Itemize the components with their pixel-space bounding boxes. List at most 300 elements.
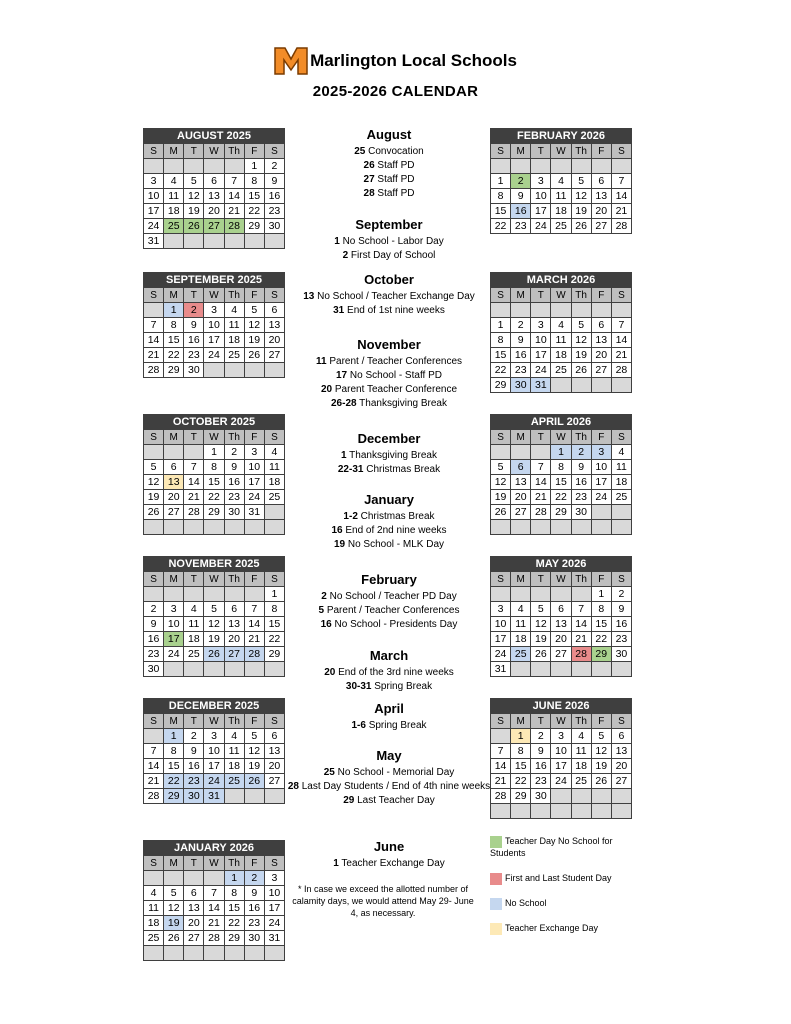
weekday-label: T	[184, 430, 204, 445]
day-cell: 27	[264, 774, 284, 789]
month-calendar	[143, 272, 285, 378]
day-cell	[491, 729, 511, 744]
day-cell: 7	[611, 318, 631, 333]
day-cell: 22	[224, 916, 244, 931]
day-cell: 21	[531, 490, 551, 505]
calendar-month-title: JUNE 2026	[491, 699, 632, 714]
calendar-month-title: MAY 2026	[491, 557, 632, 572]
day-cell: 19	[244, 333, 264, 348]
day-cell: 18	[571, 759, 591, 774]
day-cell: 12	[164, 901, 184, 916]
day-cell	[571, 789, 591, 804]
weekday-label: T	[531, 714, 551, 729]
event-date: 5	[318, 605, 325, 616]
weekday-label: S	[264, 714, 284, 729]
day-cell: 16	[571, 475, 591, 490]
day-cell: 19	[164, 916, 184, 931]
day-cell: 2	[184, 729, 204, 744]
event-description: No School - Staff PD	[347, 370, 442, 381]
weekday-label: Th	[571, 288, 591, 303]
day-cell: 18	[224, 333, 244, 348]
event-item	[286, 249, 492, 263]
event-description: No School - Presidents Day	[331, 619, 458, 630]
event-date: 25	[323, 767, 335, 778]
weekday-label: Th	[571, 144, 591, 159]
weekday-label: F	[244, 144, 264, 159]
day-cell: 9	[224, 460, 244, 475]
event-item	[286, 290, 492, 304]
day-cell: 24	[551, 774, 571, 789]
week-row	[144, 204, 285, 219]
day-cell: 13	[611, 744, 631, 759]
day-cell: 26	[491, 505, 511, 520]
day-cell: 23	[224, 490, 244, 505]
day-cell: 16	[184, 333, 204, 348]
day-cell	[511, 445, 531, 460]
day-cell: 28	[571, 647, 591, 662]
day-cell: 29	[551, 505, 571, 520]
day-cell: 24	[204, 348, 224, 363]
event-month-heading: January	[364, 492, 414, 507]
day-cell: 2	[244, 871, 264, 886]
day-cell: 30	[264, 219, 284, 234]
day-cell: 22	[164, 348, 184, 363]
weekday-label: W	[204, 144, 224, 159]
day-cell: 30	[184, 789, 204, 804]
day-cell: 15	[491, 348, 511, 363]
day-cell: 15	[511, 759, 531, 774]
day-cell	[224, 363, 244, 378]
day-cell: 22	[164, 774, 184, 789]
event-month-block	[286, 648, 492, 694]
weekday-label: T	[184, 144, 204, 159]
day-cell	[511, 520, 531, 535]
day-cell: 16	[511, 204, 531, 219]
day-cell: 9	[571, 460, 591, 475]
weekday-label: Th	[224, 856, 244, 871]
calendar-grid	[490, 272, 632, 393]
day-cell: 5	[204, 602, 224, 617]
day-cell: 31	[244, 505, 264, 520]
weekday-label: Th	[571, 714, 591, 729]
day-cell: 15	[551, 475, 571, 490]
day-cell: 26	[244, 774, 264, 789]
day-cell: 15	[164, 333, 184, 348]
day-cell: 7	[531, 460, 551, 475]
week-row	[144, 159, 285, 174]
day-cell	[204, 946, 224, 961]
day-cell: 7	[571, 602, 591, 617]
day-cell: 7	[184, 460, 204, 475]
weekday-label: S	[491, 572, 511, 587]
day-cell: 10	[204, 744, 224, 759]
weekday-label: T	[531, 572, 551, 587]
day-cell: 2	[264, 159, 284, 174]
day-cell: 10	[531, 189, 551, 204]
week-row	[144, 587, 285, 602]
weekday-label: S	[144, 714, 164, 729]
week-row	[491, 363, 632, 378]
event-description: End of 2nd nine weeks	[342, 525, 447, 536]
day-cell: 23	[531, 774, 551, 789]
day-cell	[204, 159, 224, 174]
day-cell: 28	[611, 363, 631, 378]
day-cell: 29	[164, 363, 184, 378]
day-cell	[204, 587, 224, 602]
day-cell: 23	[244, 916, 264, 931]
day-cell: 17	[144, 204, 164, 219]
day-cell	[224, 159, 244, 174]
week-row	[491, 445, 632, 460]
day-cell: 7	[611, 174, 631, 189]
day-cell: 27	[591, 219, 611, 234]
school-name: Marlington Local Schools	[310, 51, 517, 70]
day-cell	[551, 789, 571, 804]
day-cell: 24	[244, 490, 264, 505]
day-cell: 28	[204, 931, 224, 946]
day-cell: 25	[264, 490, 284, 505]
day-cell: 12	[184, 189, 204, 204]
day-cell	[264, 234, 284, 249]
week-row	[144, 520, 285, 535]
day-cell	[611, 505, 631, 520]
week-row	[491, 460, 632, 475]
week-row	[491, 774, 632, 789]
day-cell: 19	[571, 204, 591, 219]
event-date: 2	[342, 250, 349, 261]
day-cell	[204, 234, 224, 249]
event-date: 31	[333, 305, 345, 316]
weekday-label: W	[204, 572, 224, 587]
day-cell: 20	[164, 490, 184, 505]
day-cell: 21	[184, 490, 204, 505]
weekday-label: W	[551, 714, 571, 729]
page-header	[0, 45, 791, 100]
week-row	[491, 759, 632, 774]
day-cell	[164, 662, 184, 677]
day-cell: 2	[511, 174, 531, 189]
day-cell: 24	[204, 774, 224, 789]
day-cell: 19	[531, 632, 551, 647]
day-cell: 6	[591, 174, 611, 189]
calendar-month-title: SEPTEMBER 2025	[144, 273, 285, 288]
day-cell: 15	[164, 759, 184, 774]
day-cell: 24	[144, 219, 164, 234]
event-month-block	[286, 127, 492, 201]
day-cell: 20	[591, 204, 611, 219]
day-cell: 15	[204, 475, 224, 490]
day-cell: 26	[571, 363, 591, 378]
day-cell	[224, 520, 244, 535]
weekday-label: W	[204, 714, 224, 729]
day-cell	[591, 662, 611, 677]
day-cell	[164, 946, 184, 961]
day-cell: 28	[244, 647, 264, 662]
event-date: 27	[363, 174, 375, 185]
weekday-label: F	[591, 144, 611, 159]
week-row	[491, 159, 632, 174]
day-cell	[511, 303, 531, 318]
day-cell: 5	[571, 318, 591, 333]
calendar-grid	[143, 556, 285, 677]
event-item	[286, 719, 492, 733]
day-cell: 22	[511, 774, 531, 789]
event-description: Spring Break	[371, 681, 433, 692]
day-cell	[244, 789, 264, 804]
day-cell	[204, 662, 224, 677]
day-cell: 30	[511, 378, 531, 393]
event-item	[286, 187, 492, 201]
event-date: 28	[363, 188, 375, 199]
legend-swatch	[490, 923, 502, 935]
event-description: Teacher Exchange Day	[338, 858, 445, 869]
day-cell: 27	[511, 505, 531, 520]
week-row	[491, 174, 632, 189]
event-date: 1	[334, 236, 340, 247]
day-cell: 11	[144, 901, 164, 916]
event-description: Spring Break	[365, 720, 427, 731]
day-cell	[531, 804, 551, 819]
legend-label: First and Last Student Day	[505, 873, 612, 883]
day-cell	[204, 871, 224, 886]
day-cell: 20	[264, 333, 284, 348]
day-cell	[264, 363, 284, 378]
day-cell: 2	[571, 445, 591, 460]
day-cell: 22	[244, 204, 264, 219]
day-cell: 12	[244, 318, 264, 333]
day-cell: 21	[144, 348, 164, 363]
month-calendar	[143, 556, 285, 677]
weekday-label: S	[264, 288, 284, 303]
event-month-heading: April	[374, 701, 404, 716]
day-cell	[184, 662, 204, 677]
weekday-header-row	[491, 572, 632, 587]
day-cell: 10	[591, 460, 611, 475]
day-cell: 13	[184, 901, 204, 916]
day-cell	[591, 789, 611, 804]
week-row	[144, 916, 285, 931]
event-description: No School / Teacher Exchange Day	[314, 291, 475, 302]
event-month-block	[286, 492, 492, 552]
month-calendar	[490, 556, 632, 677]
day-cell	[224, 789, 244, 804]
day-cell: 15	[244, 189, 264, 204]
weekday-label: S	[611, 714, 631, 729]
day-cell: 13	[591, 189, 611, 204]
week-row	[491, 318, 632, 333]
day-cell: 11	[264, 460, 284, 475]
day-cell: 18	[184, 632, 204, 647]
day-cell: 2	[611, 587, 631, 602]
day-cell	[511, 159, 531, 174]
weekday-label: S	[491, 714, 511, 729]
event-item	[286, 449, 492, 463]
day-cell: 29	[164, 789, 184, 804]
day-cell: 26	[164, 931, 184, 946]
event-item	[286, 666, 492, 680]
day-cell: 5	[164, 886, 184, 901]
day-cell: 18	[611, 475, 631, 490]
day-cell: 28	[144, 789, 164, 804]
day-cell	[184, 520, 204, 535]
week-row	[491, 632, 632, 647]
day-cell: 14	[611, 333, 631, 348]
day-cell: 21	[571, 632, 591, 647]
day-cell: 13	[591, 333, 611, 348]
day-cell: 24	[531, 219, 551, 234]
legend-item	[490, 873, 650, 885]
day-cell: 24	[531, 363, 551, 378]
week-row	[144, 729, 285, 744]
day-cell: 23	[184, 774, 204, 789]
week-row	[491, 505, 632, 520]
day-cell: 8	[551, 460, 571, 475]
day-cell: 27	[184, 931, 204, 946]
day-cell	[184, 159, 204, 174]
day-cell: 2	[184, 303, 204, 318]
day-cell: 18	[551, 348, 571, 363]
week-row	[144, 946, 285, 961]
day-cell	[264, 946, 284, 961]
day-cell: 1	[164, 303, 184, 318]
day-cell: 5	[184, 174, 204, 189]
day-cell	[611, 378, 631, 393]
day-cell: 29	[204, 505, 224, 520]
weekday-header-row	[144, 714, 285, 729]
weekday-label: M	[511, 144, 531, 159]
day-cell: 21	[244, 632, 264, 647]
event-item	[286, 355, 492, 369]
day-cell: 25	[511, 647, 531, 662]
day-cell: 16	[611, 617, 631, 632]
day-cell: 9	[184, 744, 204, 759]
day-cell: 11	[224, 744, 244, 759]
day-cell: 8	[491, 333, 511, 348]
day-cell	[571, 378, 591, 393]
event-item	[286, 159, 492, 173]
day-cell: 20	[551, 632, 571, 647]
weekday-header-row	[491, 144, 632, 159]
day-cell	[144, 445, 164, 460]
day-cell: 21	[204, 916, 224, 931]
weekday-label: T	[531, 288, 551, 303]
weekday-label: S	[144, 144, 164, 159]
day-cell: 4	[224, 303, 244, 318]
week-row	[144, 871, 285, 886]
day-cell	[531, 662, 551, 677]
weekday-label: Th	[224, 714, 244, 729]
event-date: 1-6	[351, 720, 366, 731]
event-date: 25	[354, 146, 366, 157]
weekday-label: W	[551, 572, 571, 587]
weekday-label: Th	[571, 430, 591, 445]
day-cell	[531, 587, 551, 602]
legend-swatch	[490, 873, 502, 885]
event-description: First Day of School	[348, 250, 436, 261]
day-cell: 16	[511, 348, 531, 363]
day-cell: 19	[144, 490, 164, 505]
event-item	[286, 590, 492, 604]
day-cell	[244, 587, 264, 602]
day-cell: 9	[144, 617, 164, 632]
week-row	[491, 475, 632, 490]
day-cell: 3	[164, 602, 184, 617]
day-cell: 11	[224, 318, 244, 333]
day-cell: 26	[144, 505, 164, 520]
day-cell: 7	[244, 602, 264, 617]
day-cell: 3	[144, 174, 164, 189]
day-cell: 5	[244, 729, 264, 744]
day-cell: 30	[184, 363, 204, 378]
day-cell	[224, 662, 244, 677]
day-cell: 11	[164, 189, 184, 204]
week-row	[144, 759, 285, 774]
event-date: 19	[333, 539, 346, 550]
calendar-grid	[143, 272, 285, 378]
week-row	[144, 348, 285, 363]
day-cell: 28	[184, 505, 204, 520]
day-cell	[491, 445, 511, 460]
day-cell: 9	[184, 318, 204, 333]
event-month-block	[286, 272, 492, 318]
day-cell: 2	[224, 445, 244, 460]
week-row	[491, 189, 632, 204]
weekday-label: M	[511, 572, 531, 587]
weekday-label: T	[531, 144, 551, 159]
day-cell: 20	[611, 759, 631, 774]
day-cell	[611, 662, 631, 677]
event-month-block	[286, 839, 492, 871]
day-cell: 20	[184, 916, 204, 931]
weekday-label: T	[184, 714, 204, 729]
event-date: 1	[341, 450, 347, 461]
weekday-label: W	[204, 288, 224, 303]
event-item	[286, 794, 492, 808]
day-cell	[224, 946, 244, 961]
day-cell: 26	[204, 647, 224, 662]
weekday-label: F	[244, 572, 264, 587]
week-row	[144, 744, 285, 759]
week-row	[491, 587, 632, 602]
week-row	[144, 901, 285, 916]
event-date: 13	[303, 291, 315, 302]
legend-label: Teacher Day No School for Students	[490, 836, 613, 858]
weekday-header-row	[144, 144, 285, 159]
day-cell: 19	[571, 348, 591, 363]
week-row	[491, 602, 632, 617]
weekday-label: T	[531, 430, 551, 445]
day-cell: 6	[264, 303, 284, 318]
day-cell: 23	[611, 632, 631, 647]
day-cell: 27	[551, 647, 571, 662]
day-cell: 22	[264, 632, 284, 647]
day-cell: 8	[511, 744, 531, 759]
day-cell: 11	[571, 744, 591, 759]
month-calendar	[143, 840, 285, 961]
day-cell: 29	[491, 378, 511, 393]
day-cell: 20	[264, 759, 284, 774]
day-cell: 25	[224, 348, 244, 363]
weekday-label: T	[184, 572, 204, 587]
day-cell: 1	[224, 871, 244, 886]
day-cell: 16	[531, 759, 551, 774]
day-cell: 16	[184, 759, 204, 774]
week-row	[144, 219, 285, 234]
day-cell: 16	[224, 475, 244, 490]
weekday-label: F	[244, 856, 264, 871]
day-cell	[184, 234, 204, 249]
day-cell: 6	[591, 318, 611, 333]
